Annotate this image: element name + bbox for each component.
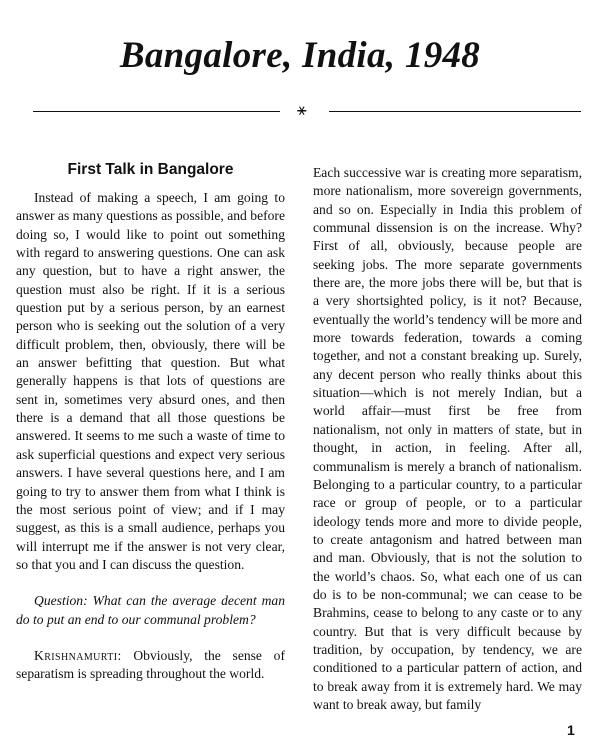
speaker-label: Krishnamurti: [34,647,122,663]
left-column [16,160,285,684]
section-heading: First Talk in Bangalore [67,161,234,178]
page-number: 1 [567,722,575,738]
page-title: Bangalore, India, 1948 [119,35,481,76]
divider-rule-left [33,111,280,112]
answer-paragraph-start [16,647,285,684]
divider-rule-right [329,111,581,112]
question-paragraph: Question: What can the average decent man do to put an end to our communal problem? [16,593,285,627]
answer-start-text: Obviously, the sense of separatism is spreading throughout the world. [16,647,285,682]
asterism-ornament-icon: ⚹ [297,100,307,119]
title-divider [33,100,581,119]
intro-paragraph: Instead of making a speech, I am going to answer as many questions as possible, and before doing so, I would like to point out something with regard to answering questions. One can ask any question, but to have a right answer, the question must also be right. If it is a serious question put by a serious person, by an earnest person who is seeking out the solution of a very difficult problem, then, obviously, there will be an answer befitting that question. But what generally happens is that lots of questions are sent in, sometimes very absurd ones, and then there is a demand that all those questions be answered. It seems to me such a waste of time to ask superficial questions and expect very serious answers. I have several questions here, and I am going to try to answer them from what I think is the most serious point of view; and if I may suggest, as this is a small audience, perhaps you will interrupt me if the answer is not very clear, so that you and I can discuss the question. [16,190,285,572]
right-column [313,164,582,714]
answer-paragraph-continued: Each successive war is creating more separatism, more nationalism, more sovereign governments, and so on. Especially in India this problem of communal dissension is on the increase. Why? First of all, obviously, because people are seeking jobs. The more separate governments there are, the more jobs there will be, but that is a very shortsighted policy, is it not? Because, eventually the world’s tendency will be more and more towards federation, towards a coming together, and not a constant breaking up. Surely, any decent person who really thinks about this situation—which is not merely Indian, but a world affair—must first be free from nationalism, not only in matters of state, but in thought, in action, in feeling. After all, communalism is merely a branch of nationalism. Belonging to a particular country, to a particular race or group of people, or to a particular ideology tends more and more to divide people, to create antagonism and hatred between man and man. Obviously, that is not the solution to the world’s chaos. So, what each one of us can do is to be non-communal; we can cease to be Brahmins, cease to belong to any caste or to any country. But that is very difficult because by tradition, by occupation, by tendency, we are conditioned to a particular pattern of action, and to break away from it is extremely hard. We may want to break away, but family [313,165,582,712]
